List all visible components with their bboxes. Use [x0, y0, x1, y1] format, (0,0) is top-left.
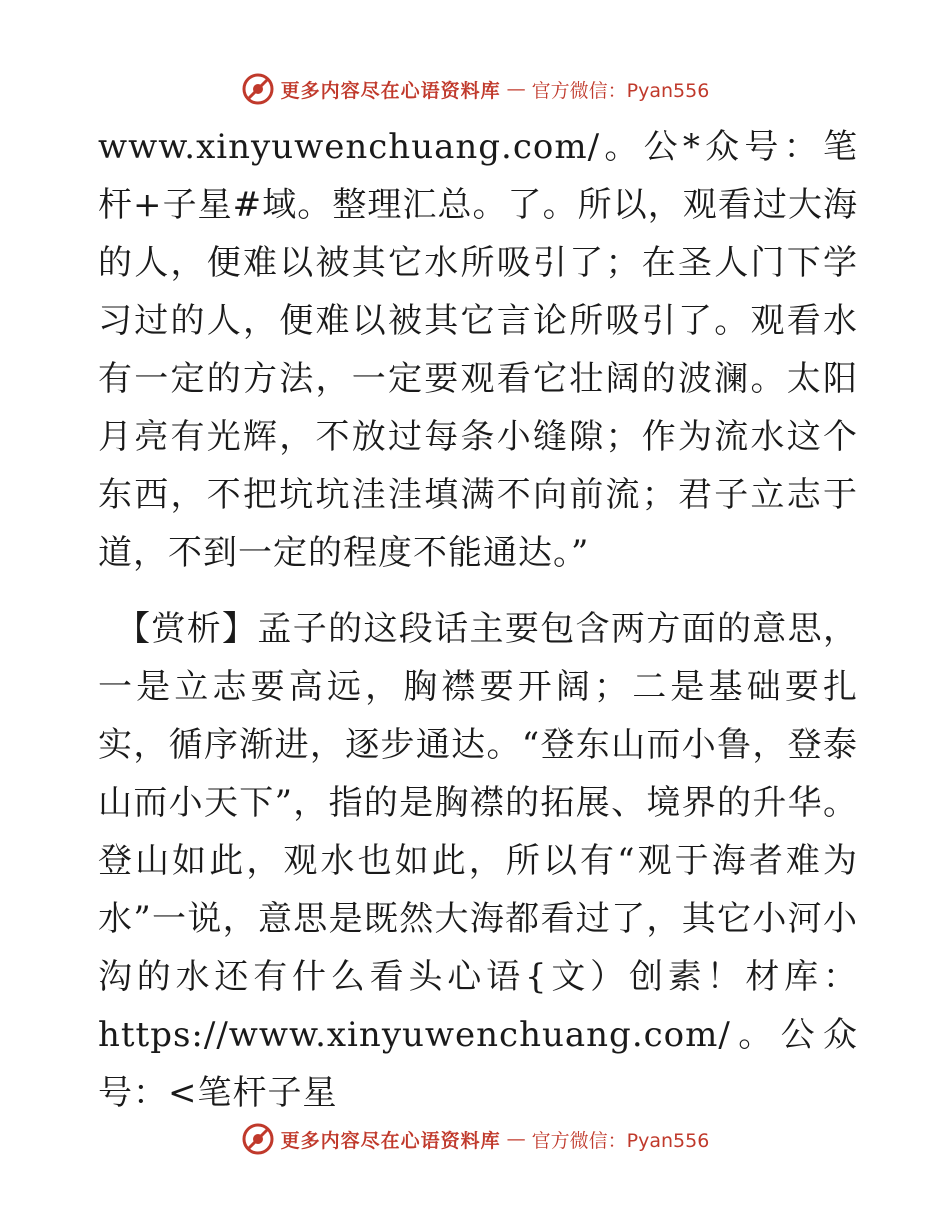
header-separator: —	[506, 78, 526, 100]
header-wechat-text: 官方微信：Pyan556	[531, 79, 710, 102]
document-body	[98, 118, 858, 1122]
footer-separator: —	[506, 1128, 526, 1150]
paragraph-appreciation: 【赏析】孟子的这段话主要包含两方面的意思，一是立志要高远，胸襟要开阔；二是基础要扎实，循序渐进，逐步通达。“登东山而小鲁，登泰山而小天下”，指的是胸襟的拓展、境界的升华。登山如此，观水也如此，所以有“观于海者难为水”一说，意思是既然大海都看过了，其它小河小沟的水还有什么看头心语{文）创素！材库：https://www.xinyuwenchuang.com/。公众号：<笔杆子星	[98, 609, 858, 1113]
header-brand-text: 更多内容尽在心语资料库	[280, 79, 501, 102]
brand-logo-icon	[241, 1122, 275, 1156]
footer-brand-text: 更多内容尽在心语资料库	[280, 1129, 501, 1152]
paragraph-translation: www.xinyuwenchuang.com/。公*众号：笔杆+子星#域。整理汇总。了。所以，观看过大海的人，便难以被其它水所吸引了；在圣人门下学习过的人，便难以被其它言论所吸引了。观看水有一定的方法，一定要观看它壮阔的波澜。太阳月亮有光辉，不放过每条小缝隙；作为流水这个东西，不把坑坑洼洼填满不向前流；君子立志于道，不到一定的程度不能通达。”	[98, 127, 858, 573]
footer-banner	[0, 1122, 950, 1156]
header-banner	[0, 72, 950, 106]
footer-wechat-text: 官方微信：Pyan556	[531, 1129, 710, 1152]
brand-logo-icon	[241, 72, 275, 106]
